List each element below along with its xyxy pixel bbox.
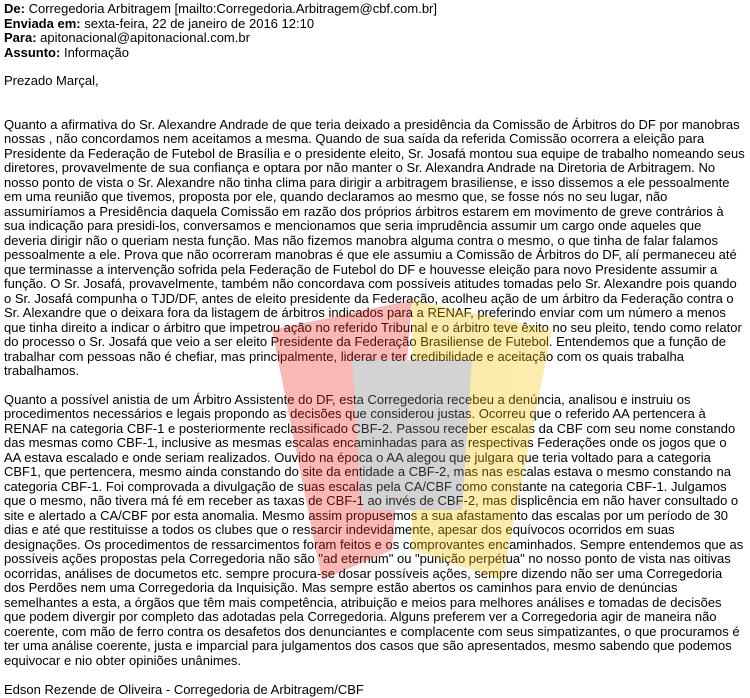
subject-line (4, 46, 746, 61)
signature: Edson Rezende de Oliveira - Corregedoria de Arbitragem/CBF (4, 682, 364, 697)
to-value: apitonacional@apitonacional.com.br (40, 30, 250, 45)
greeting: Prezado Marçal, (4, 73, 99, 88)
paragraph-1: Quanto a afirmativa do Sr. Alexandre Andrade de que teria deixado a presidência da Comissão de Árbitros do DF por manobras nossas , não concordamos nem aceitamos a mesma. Quando de sua saída da referida Comissão ocorrera a eleição para Presidente da Federação de Futebol de Brasília e o presidente eleito, Sr. Josafá montou sua equipe de trabalho nomeando seus diretores, provavelmente de sua confiança e optara por não manter o Sr. Alexandra Andrade na Diretoria de Arbitragem. No nosso ponto de vista o Sr. Alexandre não tinha clima para dirigir a arbitragem brasiliense, e isso dissemos a ele pessoalmente em uma reunião que tivemos, proposta por ele, quando declaramos ao mesmo que, se fosse nós no seu lugar, não assumiríamos a Presidência daquela Comissão em razão dos próprios árbitros estarem em movimento de greve contrários à sua indicação para presidi-los, conversamos e mencionamos que seria imprudência assumir um cargo onde aqueles que deveria dirigir não o queriam nesta função. Mas não fizemos manobra alguma contra o mesmo, o que tinha de falar falamos pessoalmente a ele. Prova que não ocorreram manobras é que ele assumiu a Comissão de Árbitros do DF, alí permaneceu até que terminasse a intervenção sofrida pela Federação de Futebol do DF e houvesse eleição para novo Presidente assumir a função. O Sr. Josafá, provavelmente, também não concordava com possíveis atitudes tomadas pelo Sr. Alexandre pois quando o Sr. Josafá compunha o TJD/DF, antes de eleito presidente da Federação, acolheu ação de um árbitro da Federação contra o Sr. Alexandre que o deixara fora da listagem de árbitros indicados para a RENAF, preferindo enviar com um número a menos que tinha direito a indicar o árbitro que impetrou ação no referido Tribunal e o árbitro teve êxito no seu pleito, tendo como relator do processo o Sr. Josafá que veio a ser eleito Presidente da Federação Brasiliense de Futebol. Entendemos que a função de trabalhar com pessoas não é chefiar, mas principalmente, liderar e ter credibilidade e aceitação com os quais trabalha trabalhamos. (4, 116, 745, 378)
to-label: Para: (4, 30, 37, 45)
paragraph-2: Quanto a possível anistia de um Árbitro Assistente do DF, esta Corregedoria recebeu a denúncia, analisou e instruiu os procedimentos necessários e legais propondo as decisões que considerou justas. Ocorreu que o referido AA pertencera à RENAF na categoria CBF-1 e posteriormente reclassificado CBF-2. Passou receber escalas da CBF com seu nome constando das mesmas como CBF-1, inclusive as mesmas escalas encaminhadas para as respectivas Federações onde os jogos que o AA estava escalado e onde seriam realizados. Ouvido na época o AA alegou que julgara que teria voltado para a categoria CBF1, que pertencera, mesmo ainda constando do site da entidade a CBF-2, mas nas escalas estava o mesmo constando na categoria CBF-1. Foi comprovada a divulgação de suas escalas pela CA/CBF como constante na categoria CBF-1. Julgamos que o mesmo, não tivera má fé em receber as taxas de CBF-1 ao invés de CBF-2, mas displicência em não haver consultado o site e alertado a CA/CBF por esta anomalia. Mesmo assim propusemos a sua afastamento das escalas por um período de 30 dias e até que restituisse a todos os clubes que o ressarcir indevidamente, apesar dos equívocos ocorridos em suas designações. Os procedimentos de ressarcimentos foram feitos e os comprovantes encaminhados. Sempre entendemos que as possíveis ações propostas pela Corregedoria não são "ad eternum" ou "punição perpétua" no nosso ponto de vista nas oitivas ocorridas, análises de documetos etc. sempre procura-se dosar possíveis ações, sempre dizendo não ser uma Corregedoria dos Perdões nem uma Corregedoria da Inquisição. Mas sempre estão abertos os caminhos para envio de denúncias semelhantes a esta, a órgãos que têm mais competência, atribuição e meios para melhores análises e tomadas de decisões que podem divergir por completo das adotadas pela Corregedoria. Alguns preferem ver a Corregedoria agir de maneira não coerente, com mão de ferro contra os desafetos dos denunciantes e complacente com seus simpatizantes, o que procuramos é ter uma análise coerente, justa e imparcial para julgamentos dos casos que são apresentados, mesmo sabendo que podemos equivocar e nio obter opiniões unânimes. (4, 391, 744, 668)
email-header (4, 2, 746, 60)
sent-value: sexta-feira, 22 de janeiro de 2016 12:10 (84, 15, 315, 31)
from-value: Corregedoria Arbitragem [mailto:Corregedoria.Arbitragem@cbf.com.br] (28, 1, 437, 16)
from-line (4, 2, 746, 17)
subject-value: Informação (63, 44, 130, 60)
sent-line (4, 17, 746, 32)
sent-label: Enviada em: (4, 15, 81, 31)
from-label: De: (4, 1, 25, 16)
subject-label: Assunto: (4, 44, 61, 60)
to-line (4, 31, 746, 46)
